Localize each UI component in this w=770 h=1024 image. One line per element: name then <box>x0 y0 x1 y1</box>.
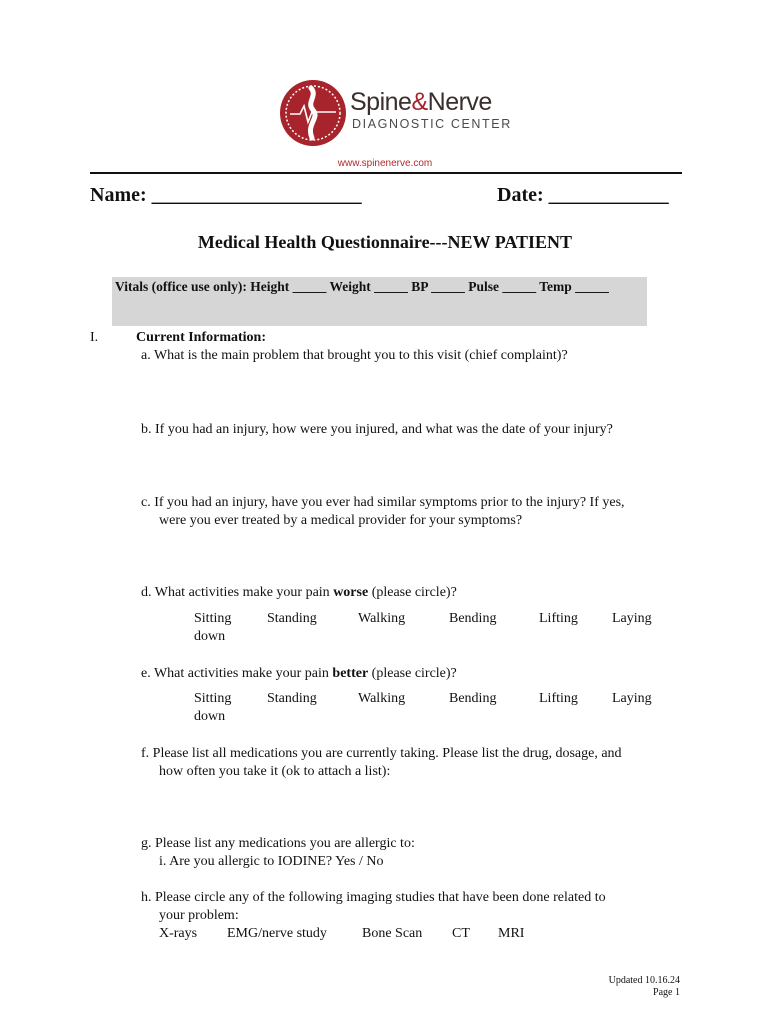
worse-option-sitting[interactable]: Sitting <box>194 611 232 626</box>
date-field-label: Date: ____________ <box>497 184 669 206</box>
logo-wordmark: Spine&Nerve <box>350 88 492 116</box>
imaging-option-ct[interactable]: CT <box>452 926 470 941</box>
better-option-lifting[interactable]: Lifting <box>539 691 578 706</box>
question-f-line1: f. Please list all medications you are currently taking. Please list the drug, dosage, and <box>141 746 622 761</box>
worse-option-laying[interactable]: Laying <box>612 611 652 626</box>
imaging-option-mri[interactable]: MRI <box>498 926 525 941</box>
header-rule <box>90 172 682 174</box>
website-link[interactable]: www.spinenerve.com <box>337 158 433 169</box>
better-option-standing[interactable]: Standing <box>267 691 317 706</box>
updated-date: Updated 10.16.24 <box>608 975 680 986</box>
logo-subtitle: DIAGNOSTIC CENTER <box>352 117 512 131</box>
worse-option-standing[interactable]: Standing <box>267 611 317 626</box>
imaging-option-emg[interactable]: EMG/nerve study <box>227 926 327 941</box>
better-option-laying[interactable]: Laying <box>612 691 652 706</box>
question-h-line2: your problem: <box>159 908 239 923</box>
form-title: Medical Health Questionnaire---NEW PATIENT <box>197 232 573 252</box>
imaging-option-xrays[interactable]: X-rays <box>159 926 198 941</box>
better-option-walking[interactable]: Walking <box>358 691 406 706</box>
better-option-sitting-down[interactable]: down <box>194 709 226 724</box>
section-numeral: I. <box>90 330 99 345</box>
worse-option-sitting-down[interactable]: down <box>194 629 226 644</box>
question-c-line1: c. If you had an injury, have you ever had similar symptoms prior to the injury? If yes, <box>141 495 625 510</box>
question-g-line1: g. Please list any medications you are allergic to: <box>141 836 415 851</box>
vitals-box <box>112 277 647 326</box>
section-heading: Current Information: <box>136 330 267 345</box>
question-h-line1: h. Please circle any of the following imaging studies that have been done related to <box>141 890 606 905</box>
page-footer <box>609 975 680 999</box>
question-a: a. What is the main problem that brought you to this visit (chief complaint)? <box>141 348 568 363</box>
imaging-option-bone-scan[interactable]: Bone Scan <box>362 926 423 941</box>
question-b: b. If you had an injury, how were you injured, and what was the date of your injury? <box>141 422 613 437</box>
better-option-bending[interactable]: Bending <box>449 691 497 706</box>
question-d: d. What activities make your pain worse (please circle)? <box>141 585 457 600</box>
worse-option-bending[interactable]: Bending <box>449 611 497 626</box>
better-option-sitting[interactable]: Sitting <box>194 691 232 706</box>
vitals-text: Vitals (office use only): Height _____ Weight _____ BP _____ Pulse _____ Temp _____ <box>115 279 609 294</box>
question-g-iodine[interactable]: i. Are you allergic to IODINE? Yes / No <box>159 854 384 869</box>
worse-option-walking[interactable]: Walking <box>358 611 406 626</box>
question-f-line2: how often you take it (ok to attach a list): <box>159 764 391 779</box>
question-e: e. What activities make your pain better (please circle)? <box>141 666 457 681</box>
worse-option-lifting[interactable]: Lifting <box>539 611 578 626</box>
page-number: Page 1 <box>653 987 680 998</box>
name-field-label: Name: _____________________ <box>90 184 362 206</box>
question-c-line2: were you ever treated by a medical provider for your symptoms? <box>159 513 523 528</box>
